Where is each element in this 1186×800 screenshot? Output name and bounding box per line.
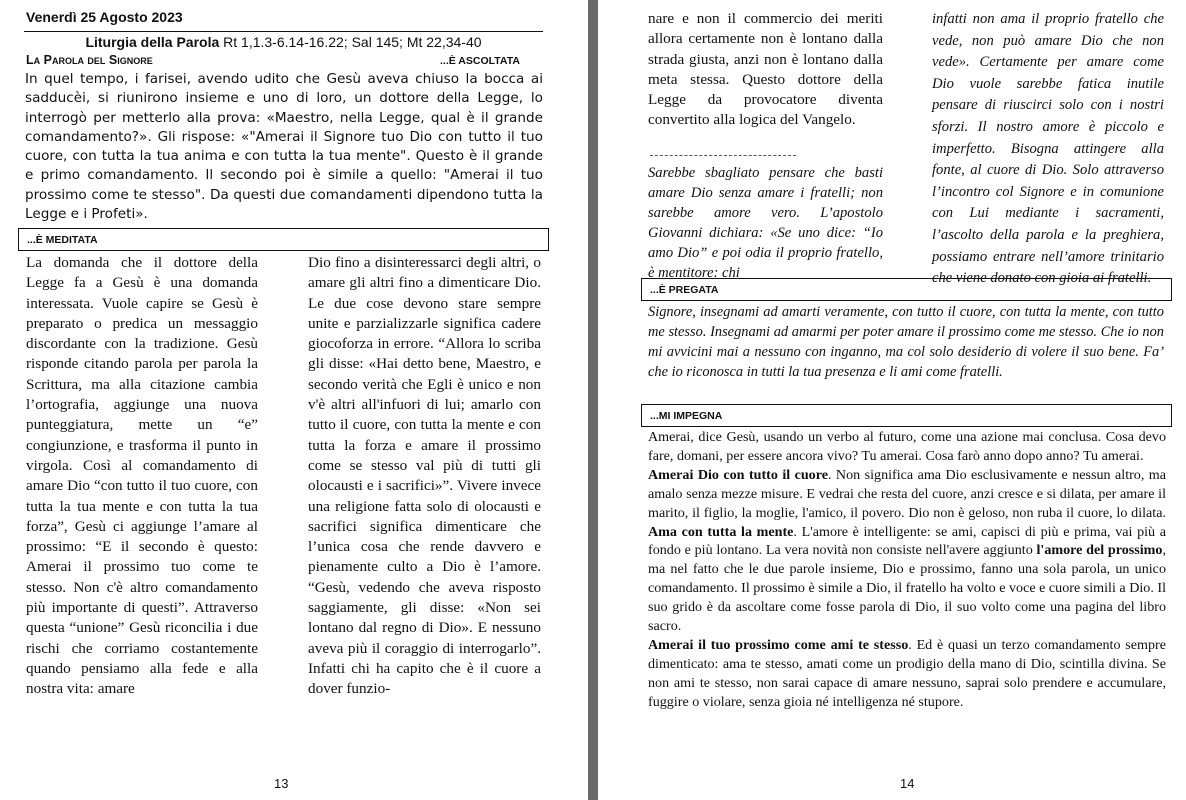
- bold-phrase-4: Amerai il tuo prossimo come ami te stesso: [648, 636, 909, 653]
- reflection-column-1: Sarebbe sbagliato pensare che basti amare Dio senza amare i fratelli; non sarebbe amore vero. L’apostolo Giovanni dichiara: «Se uno dice: “Io amo Dio” e poi odia il proprio fratello, è mentitore: chi: [648, 165, 883, 281]
- paragraph-2-text-3: , ma nel fatto che le due parole insieme, Dio e prossimo, fanno una sola parola, un unico comandamento. Il prossimo è simile a Dio, il fratello ha volto e voce e cuore simili a Dio. Il suo grido è da ascoltare come fosse parola di Dio, il suo volto come una pagina del libro sacro.: [648, 542, 1167, 635]
- liturgy-label: Liturgia della Parola: [85, 34, 220, 50]
- continuation-column-1: nare e non il commercio dei meriti allora certamente non è lontano dalla strada giusta, anzi non è lontano dalla meta stessa. Questo dottore della Legge da provocatore diventa convertito alla logica del Vangelo.: [648, 10, 883, 129]
- paragraph-3-text: . Ed è quasi un terzo comandamento sempre dimenticato: ama te stesso, amati come un prodigio della mano di Dio, scintilla divina. Se non ami te stesso, non sarai capace di amare nessuno, saprai solo prendere e accumulare, fuggire o violare, senza gioia né intelligenza né stupore.: [648, 636, 1166, 710]
- reflection-column-2: infatti non ama il proprio fratello che vede, non può amare Dio che non vede». Certamente per amare come Dio vuole sarebbe fatica inutile pensare di riuscirci solo con i nostri sforzi. Il nostro amore è piccolo e imperfetto. Bisogna attingere alla fonte, al cuore di Dio. Solo attraverso l’incontro col Signore e in comunione con Lui mediante i sacramenti, l’ascolto della parola e la preghiera, possiamo entrare nell’amore trinitario che viene donato con gioia ai fratelli.: [932, 11, 1164, 287]
- dashed-divider: [650, 155, 796, 156]
- bold-phrase-2: Ama con tutta la mente: [648, 523, 794, 540]
- meditation-column-2: Dio fino a disinteressarci degli altri, o amare gli altri fino a dimenticare Dio. Le due cose devono stare sempre unite e parzializzarle significa cadere giocoforza in errore. “Allora lo scriba gli disse: «Hai detto bene, Maestro, e secondo verità che Egli è unico e non v'è altri all'infuori di lui; amarlo con tutto il cuore, con tutta la mente e con tutta la forza e amare il prossimo come se stesso val più di tutti gli olocausti e i sacrifici»”. Vivere invece una religione fatta solo di olocausti e sacrifici significa dimenticare che l’unica cosa che rende davvero e pienamente culto a Dio è l’amore. “Gesù, vedendo che aveva risposto saggiamente, gli disse: «Non sei lontano dal regno di Dio». E nessuno aveva più il coraggio di interrogarlo”. Infatti chi ha capito che è il cuore a dover funzio-: [308, 254, 541, 698]
- prayer-text: Signore, insegnami ad amarti veramente, con tutto il cuore, con tutta la mente, con tutto me stesso. Insegnami ad amarmi per poter amare il prossimo come me stesso. Che io non mi avvicini mai a nessuno con inganno, ma col solo desiderio di volere il suo bene. Fa’ che io riconosca in tutti la tua presenza e li ami come fratelli.: [648, 304, 1164, 380]
- bold-phrase-1: Amerai Dio con tutto il cuore: [648, 466, 828, 483]
- commitment-intro: Amerai, dice Gesù, usando un verbo al futuro, come una azione mai conclusa. Cosa devo fare, domani, per essere ancora vivo? Tu amerai. Cosa farò anno dopo anno? Tu amerai.: [648, 429, 1166, 464]
- liturgy-line: [24, 34, 543, 50]
- commitment-paragraph-3: [648, 636, 1166, 712]
- commitment-text: [648, 428, 1166, 712]
- meditated-section-header: [18, 228, 549, 251]
- page-number: 13: [274, 776, 289, 791]
- page-number: 14: [900, 776, 915, 791]
- meditation-column-1: La domanda che il dottore della Legge fa a Gesù è una domanda interessata. Vuole capire se Gesù è preparato o predica un messaggio discordante con la tradizione. Gesù risponde citando parola per parola la Scrittura, ma alla citazione cambia l’ortografia, aggiunge una nuova punteggiatura, mette un “e” congiunzione, e trasforma il punto in virgola. Così al comandamento di amare Dio “con tutto il tuo cuore, con tutta la tua mente e con tutta la tua forza”, Gesù ci aggiunge l’amare al prossimo: “E il secondo è questo: Amerai il prossimo tuo come te stesso. Non c'è altro comandamento più importante di questi”. Attraverso questa “unione” Gesù riconcilia i due rischi che corriamo costantemente quando pensiamo alla fede e alla nostra vita: amare: [26, 254, 258, 698]
- page-gutter: [588, 0, 598, 800]
- liturgy-refs: Rt 1,1.3-6.14-16.22; Sal 145; Mt 22,34-40: [223, 34, 482, 50]
- prayed-label: ...È PREGATA: [650, 284, 719, 296]
- paragraph-2-text-1: . Non significa ama Dio esclusivamente e nessun altro, ma amalo senza mezze misure. E vedrai che resta del cuore, anzi cresce e si dilata, per amare il marito, il figlio, la moglie, l'amico, il povero. Dio non è geloso, non ruba il cuore, lo dilata.: [648, 466, 1167, 521]
- commit-section-header: [641, 404, 1172, 427]
- paragraph-2-text-2: . L'amore è intelligente: se ami, capisci di più e prima, vai più a fondo e più lontano. La vera novità non consiste nell'avere aggiunto: [648, 523, 1166, 559]
- commitment-paragraph-2: [648, 466, 1166, 636]
- bold-phrase-3: l'amore del prossimo: [1036, 542, 1163, 559]
- gospel-text: In quel tempo, i farisei, avendo udito che Gesù aveva chiuso la bocca ai sadducèi, si riunirono insieme e uno di loro, un dottore della Legge, lo interrogò per metterlo alla prova: «Maestro, nella Legge, qual è il grande comandamento?». Gli rispose: «"Amerai il Signore tuo Dio con tutto il tuo cuore, con tutta la tua anima e con tutta la tua mente". Questo è il grande e primo comandamento. Il secondo poi è simile a quello: "Amerai il tuo prossimo come te stesso". Da questi due comandamenti dipendono tutta la Legge e i Profeti».: [25, 71, 543, 223]
- word-label: La Parola del Signore: [26, 53, 153, 67]
- meditated-label: ...È MEDITATA: [27, 234, 98, 246]
- right-page: [598, 0, 1186, 800]
- left-page: [0, 0, 588, 800]
- date-heading: Venerdì 25 Agosto 2023: [26, 9, 183, 25]
- commit-label: ...MI IMPEGNA: [650, 410, 723, 422]
- listened-label: ...È ASCOLTATA: [440, 55, 520, 67]
- date-divider: [24, 31, 543, 32]
- prayed-section-header: [641, 278, 1172, 301]
